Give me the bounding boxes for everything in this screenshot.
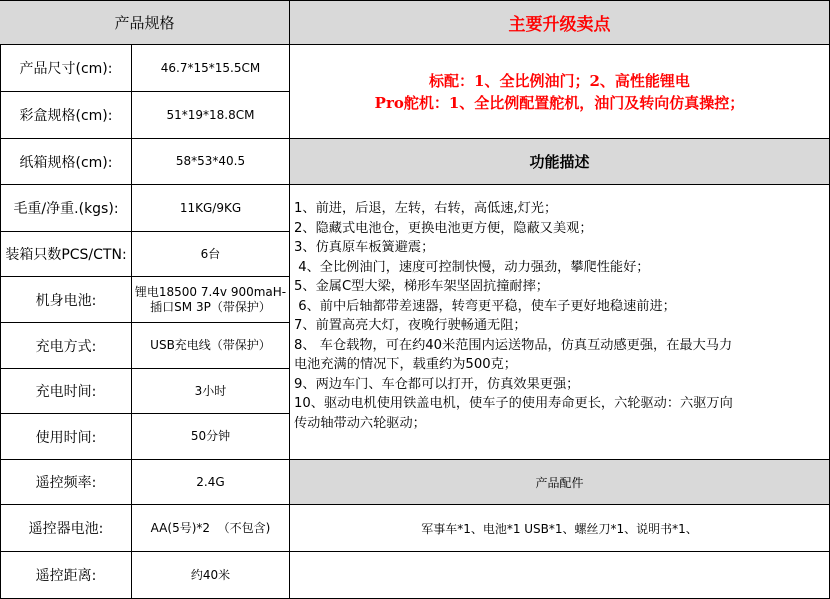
function-item: 7、前置高亮大灯，夜晚行驶畅通无阻； [294,318,527,333]
accessories-title: 产品配件 [535,475,584,490]
function-list-box [290,185,830,460]
spec-label-remote-battery: 遥控器电池: [0,505,132,552]
spec-value-remote-battery: AA(5号)*2 （不包含) [132,505,290,552]
function-item: 2、隐藏式电池仓，更换电池更方便，隐蔽又美观； [294,220,593,236]
highlights-header-title: 主要升级卖点 [508,15,611,35]
spec-label-giftbox: 彩盒规格(cm): [0,92,132,139]
spec-value-range: 约40米 [132,552,290,599]
spec-value-size: 46.7*15*15.5CM [132,45,290,92]
spec-label-charging-method: 充电方式: [0,323,132,369]
highlight-standard: 标配：1、全比例油门；2、高性能锂电 [429,71,690,90]
spec-value-usage-time: 50分钟 [132,414,290,460]
spec-label-weight: 毛重/净重.(kgs): [0,185,132,232]
spec-value-giftbox: 51*19*18.8CM [132,92,290,139]
accessories-header [290,460,830,505]
function-list [294,199,733,433]
spec-label-range: 遥控距离: [0,552,132,599]
spec-header-title: 产品规格 [114,14,175,32]
function-item: 9、两边车门、车仓都可以打开，仿真效果更强； [294,376,580,392]
function-title: 功能描述 [529,153,590,171]
spec-value-battery-line-1: 锂电18500 7.4v 900maH- [134,284,287,299]
spec-label-battery: 机身电池: [0,277,132,323]
accessories-value-cell [290,505,830,552]
function-item: 1、前进，后退，左转，右转，高低速,灯光； [294,201,558,216]
spec-value-carton: 58*53*40.5 [132,139,290,185]
accessories-value: 军事车*1、电池*1 USB*1、螺丝刀*1、说明书*1、 [421,521,698,536]
spec-label-frequency: 遥控频率: [0,460,132,505]
spec-label-usage-time: 使用时间: [0,414,132,460]
highlight-pro: Pro舵机：1、全比例配置舵机，油门及转向仿真操控； [374,93,745,112]
spec-value-weight: 11KG/9KG [132,185,290,232]
spec-label-charging-time: 充电时间: [0,369,132,414]
spec-label-pcs: 装箱只数PCS/CTN: [0,232,132,277]
highlights-header [290,0,830,45]
spec-value-pcs: 6台 [132,232,290,277]
function-item: 6、前中后轴都带差速器，转弯更平稳，使车子更好地稳速前进； [294,298,676,314]
function-item: 电池充满的情况下，载重约为500克； [294,357,517,372]
spec-value-frequency: 2.4G [132,460,290,505]
function-item: 4、全比例油门，速度可控制快慢，动力强劲，攀爬性能好； [294,259,650,275]
function-item: 10、驱动电机使用铁盖电机，使车子的使用寿命更长，六轮驱动：六驱万向 [294,396,733,411]
function-item: 8、 车仓载物，可在约40米范围内运送物品，仿真互动感更强，在最大马力 [294,337,733,353]
spec-header [0,0,290,45]
function-item: 3、仿真原车板簧避震； [294,240,435,255]
spec-value-battery-line-2: 插口SM 3P（带保护） [150,299,271,314]
spec-label-size: 产品尺寸(cm): [0,45,132,92]
spec-value-charging-time: 3小时 [132,369,290,414]
spec-label-carton: 纸箱规格(cm): [0,139,132,185]
function-item: 传动轴带动六轮驱动； [294,415,426,431]
highlights-box [290,45,830,139]
function-header [290,139,830,185]
spec-value-battery [132,277,290,323]
spec-value-charging-method: USB充电线（带保护） [132,323,290,369]
empty-cell [290,552,830,599]
function-item: 5、金属C型大梁，梯形车架坚固抗撞耐摔； [294,279,549,294]
